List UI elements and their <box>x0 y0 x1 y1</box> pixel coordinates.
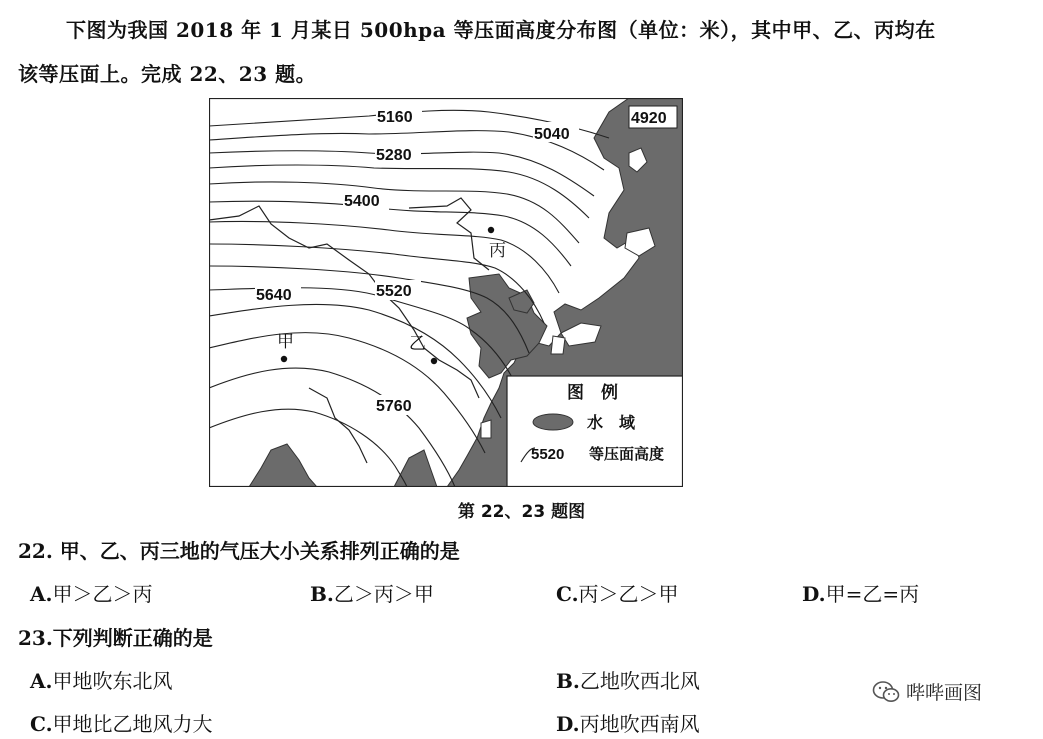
point-bing-marker <box>488 227 494 233</box>
legend-title: 图 例 <box>567 383 618 402</box>
contour-label-5760: 5760 <box>376 398 412 415</box>
contour-label-5520: 5520 <box>376 283 412 300</box>
q23-option-c: C.甲地比乙地风力大 <box>30 712 213 736</box>
point-yi-marker <box>431 358 437 364</box>
contour-label-5040: 5040 <box>534 126 570 143</box>
contour-label-5160: 5160 <box>377 109 413 126</box>
question-23-stem: 23.下列判断正确的是 <box>18 626 213 650</box>
question-intro <box>18 8 1028 96</box>
isobaric-height-map <box>209 98 683 487</box>
contour-label-4920: 4920 <box>631 110 667 127</box>
contour-label-5280: 5280 <box>376 147 412 164</box>
watermark-text: 哔哔画图 <box>906 682 983 704</box>
q22-option-c: C.丙＞乙＞甲 <box>556 582 679 606</box>
legend-water-label: 水 域 <box>587 415 636 432</box>
q22-option-b: B.乙＞丙＞甲 <box>310 582 434 606</box>
question-22-stem: 22. 甲、乙、丙三地的气压大小关系排列正确的是 <box>18 539 460 563</box>
watermark <box>872 678 982 705</box>
figure-caption: 第 22、23 题图 <box>457 502 586 522</box>
q22-option-a: A.甲＞乙＞丙 <box>30 582 153 606</box>
point-jia-label: 甲 <box>277 332 294 351</box>
water-swatch <box>533 414 573 430</box>
q23-option-d: D.丙地吹西南风 <box>556 712 700 736</box>
point-jia-marker <box>281 356 287 362</box>
wechat-icon <box>872 680 900 704</box>
intro-line-1: 下图为我国 2018 年 1 月某日 500hpa 等压面高度分布图（单位：米），其中甲、乙、丙均在 <box>66 18 936 42</box>
point-yi-label: 乙 <box>409 334 426 353</box>
coastline <box>209 198 489 463</box>
intro-line-2: 该等压面上。完成 22、23 题。 <box>18 62 317 86</box>
legend-contour-label: 等压面高度 <box>589 446 665 463</box>
point-bing-label: 丙 <box>489 241 506 260</box>
q23-option-b: B.乙地吹西北风 <box>556 669 700 693</box>
q23-option-a: A.甲地吹东北风 <box>30 669 173 693</box>
contour-label-5400: 5400 <box>344 193 380 210</box>
legend-contour-sample: 5520 <box>531 446 565 463</box>
contour-label-5640: 5640 <box>256 287 292 304</box>
q22-option-d: D.甲=乙=丙 <box>802 582 920 606</box>
map-legend <box>507 376 683 487</box>
